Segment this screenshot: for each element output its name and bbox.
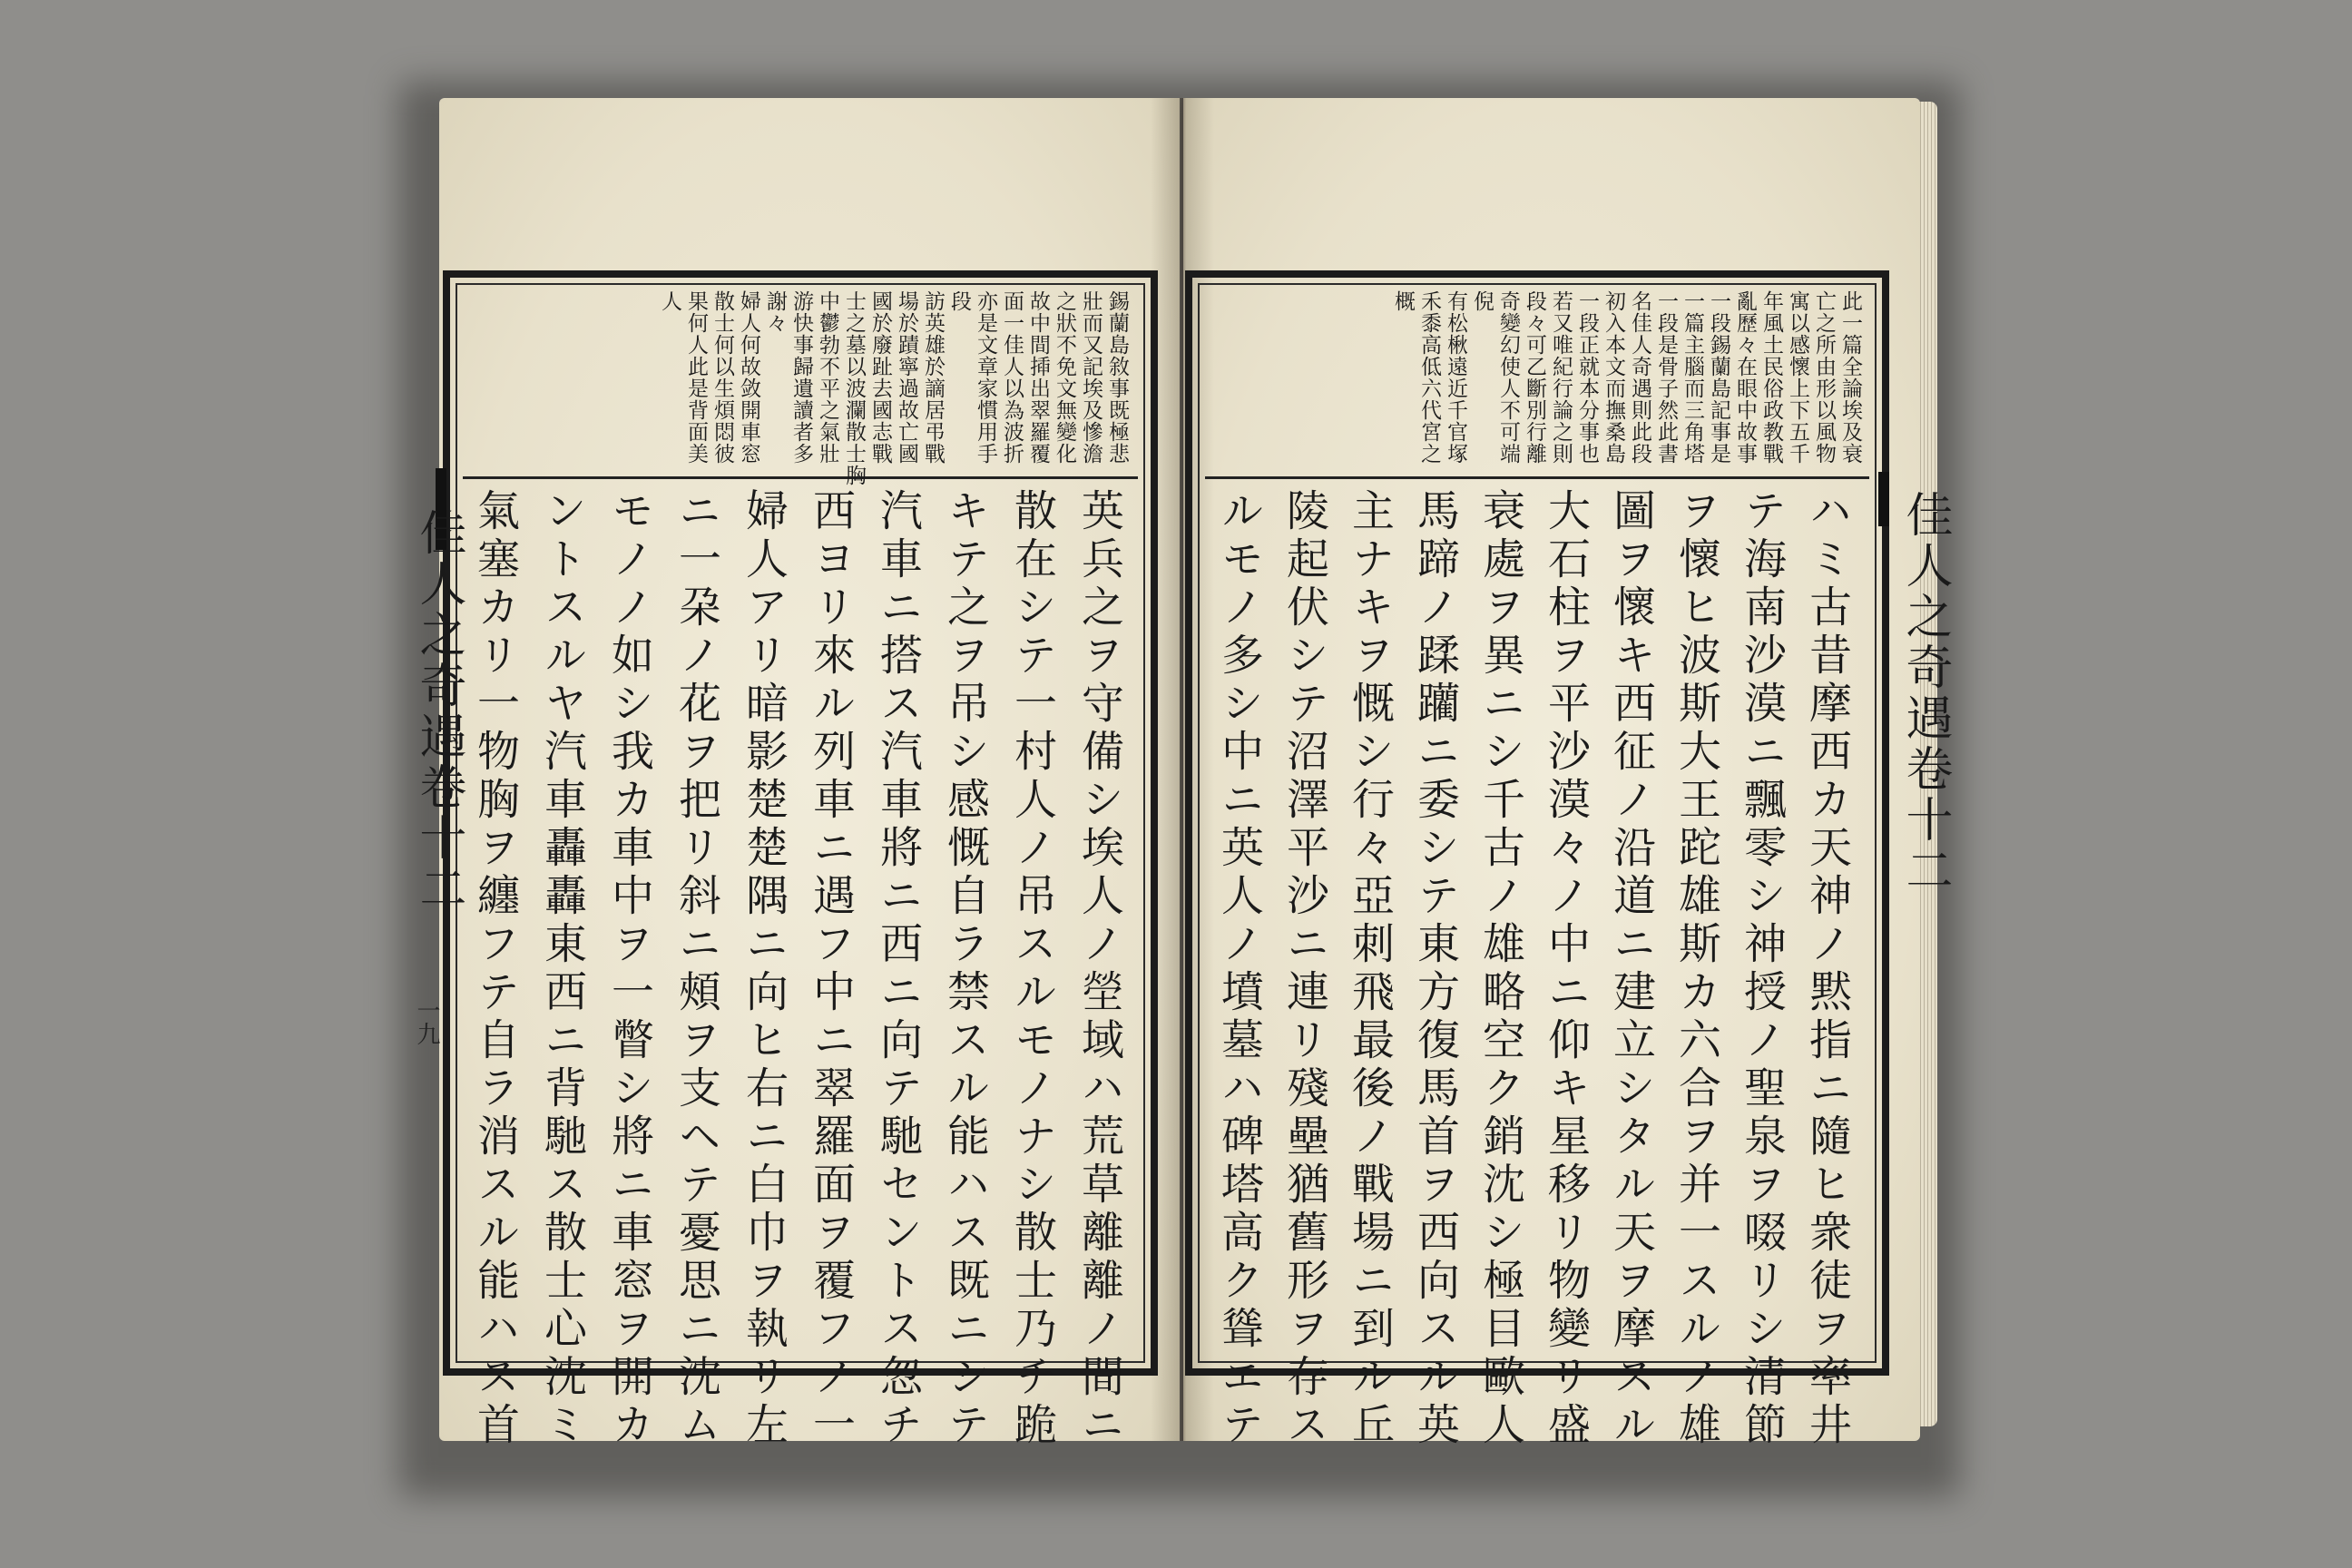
headnote-column: 一段正就本分事也 bbox=[1575, 290, 1599, 465]
headnote-column: 一篇主腦而三角塔 bbox=[1681, 290, 1704, 465]
headnote-column: 名佳人奇遇則此段 bbox=[1628, 290, 1651, 465]
text-column: 陵起伏シテ沼澤平沙ニ連リ殘壘猶舊形ヲ存ス bbox=[1279, 488, 1329, 1450]
headnote-column: 士之墓以波瀾散士胸 bbox=[842, 290, 866, 486]
text-column: 馬蹄ノ蹂躪ニ委シテ東方復馬首ヲ西向スル英 bbox=[1410, 488, 1460, 1450]
right-spine-title: 佳人之奇遇卷十二 bbox=[1897, 490, 1952, 897]
right-main-text bbox=[1205, 479, 1869, 1450]
headnote-column: 奇變幻使人不可端 bbox=[1496, 290, 1520, 465]
text-column: 衰處ヲ異ニシ千古ノ雄略空ク銷沈シ極目歐人 bbox=[1475, 488, 1525, 1450]
text-column: ヲ懷ヒ波斯大王跎雄斯カ六合ヲ并一スルノ雄 bbox=[1671, 488, 1721, 1450]
headnote-column: 面一佳人以為波折 bbox=[1000, 290, 1024, 465]
text-column: ハミ古昔摩西カ天神ノ黙指ニ隨ヒ衆徒ヲ率井 bbox=[1802, 488, 1852, 1450]
headnote-column: 故中間揷出翠羅覆 bbox=[1026, 290, 1050, 465]
headnote-column: 寓以感懷上下五千 bbox=[1786, 290, 1809, 465]
text-column: ントスルヤ汽車轟轟東西ニ背馳ス散士心沈ミ bbox=[537, 488, 587, 1450]
left-headnote bbox=[463, 290, 1138, 486]
headnote-column: 果何人此是背面美 bbox=[684, 290, 708, 465]
text-column: キテ之ヲ吊シ感慨自ラ禁スル能ハス既ニシテ bbox=[940, 488, 990, 1450]
text-column: 圖ヲ懷キ西征ノ沿道ニ建立シタル天ヲ摩スル bbox=[1606, 488, 1656, 1450]
headnote-column: 禾黍高低六代宮之 bbox=[1417, 290, 1441, 465]
headnote-column: 游快事歸遺讀者多 bbox=[789, 290, 813, 465]
text-column: 大石柱ヲ平沙漠々ノ中ニ仰キ星移リ物變リ盛 bbox=[1541, 488, 1591, 1450]
text-column: 英兵之ヲ守備シ埃人ノ塋域ハ荒草離離ノ間ニ bbox=[1074, 488, 1124, 1450]
headnote-column: 亡之所由形以風物 bbox=[1812, 290, 1836, 465]
headnote-column: 此一篇全論埃及衰 bbox=[1838, 290, 1862, 465]
right-spine-mark bbox=[1878, 472, 1889, 526]
left-text-frame bbox=[443, 270, 1158, 1450]
text-column: 汽車ニ搭ス汽車將ニ西ニ向テ馳セントス忽チ bbox=[873, 488, 923, 1450]
text-column: ニ一朶ノ花ヲ把リ斜ニ頰ヲ支ヘテ憂思ニ沈ム bbox=[671, 488, 721, 1450]
headnote-column: 人 bbox=[658, 290, 681, 312]
text-column: テ海南沙漠ニ飄零シ神授ノ聖泉ヲ啜リシ清節 bbox=[1737, 488, 1787, 1450]
headnote-column: 初入本文而撫桑島 bbox=[1602, 290, 1625, 465]
left-page-number: 一九 bbox=[413, 998, 440, 1045]
text-column: 主ナキヲ慨シ行々亞刺飛最後ノ戰場ニ到ル丘 bbox=[1345, 488, 1395, 1450]
headnote-column: 壯而又記埃及慘澹 bbox=[1079, 290, 1102, 465]
headnote-column: 婦人何故敛開車窓 bbox=[737, 290, 760, 465]
headnote-column: 訪英雄於謫居弔戰 bbox=[921, 290, 945, 465]
right-headnote bbox=[1205, 290, 1869, 479]
headnote-column: 若又唯紀行論之則 bbox=[1549, 290, 1573, 465]
headnote-column: 錫蘭島敘事既極悲 bbox=[1105, 290, 1129, 465]
headnote-column: 概 bbox=[1391, 290, 1415, 312]
text-column: 婦人アリ暗影楚楚隅ニ向ヒ右ニ白巾ヲ執リ左 bbox=[739, 488, 789, 1450]
headnote-column: 一段錫蘭島記事是 bbox=[1707, 290, 1730, 465]
headnote-column: 亦是文章家慣用手 bbox=[974, 290, 997, 465]
text-column: ルモノ多シ中ニ英人ノ墳墓ハ碑塔高ク聳エテ bbox=[1214, 488, 1264, 1450]
text-column: 氣塞カリ一物胸ヲ纏フテ自ラ消スル能ハス首 bbox=[470, 488, 520, 1450]
headnote-column: 謝々 bbox=[763, 290, 787, 334]
headnote-column: 段々可乙斷別行離 bbox=[1523, 290, 1546, 465]
text-column: モノノ如シ我カ車中ヲ一瞥シ將ニ車窓ヲ開カ bbox=[604, 488, 654, 1450]
headnote-column: 場於蹟寧過故亡國 bbox=[895, 290, 918, 465]
headnote-column: 段 bbox=[947, 290, 971, 312]
headnote-column: 亂歷々在眼中故事 bbox=[1733, 290, 1757, 465]
text-column: 西ヨリ來ル列車ニ遇フ中ニ翠羅面ヲ覆フノ一 bbox=[806, 488, 856, 1450]
text-column: 散在シテ一村人ノ吊スルモノナシ散士乃チ跪 bbox=[1007, 488, 1057, 1450]
headnote-column: 之狀不免文無變化 bbox=[1053, 290, 1076, 465]
left-main-text bbox=[463, 479, 1138, 1450]
left-spine-title: 佳人之奇遇卷十二 bbox=[411, 508, 466, 915]
headnote-column: 散士何以生煩悶彼 bbox=[710, 290, 734, 465]
right-text-frame bbox=[1185, 270, 1889, 1450]
headnote-column: 有松楸遠近千官塚 bbox=[1444, 290, 1467, 465]
headnote-column: 國於廢趾去國志戰 bbox=[868, 290, 892, 465]
headnote-column: 中鬱勃不平之氣壯 bbox=[816, 290, 839, 465]
headnote-column: 年風土民俗政教戰 bbox=[1759, 290, 1783, 465]
headnote-column: 倪 bbox=[1470, 290, 1494, 312]
headnote-column: 一段是骨子然此書 bbox=[1654, 290, 1678, 465]
